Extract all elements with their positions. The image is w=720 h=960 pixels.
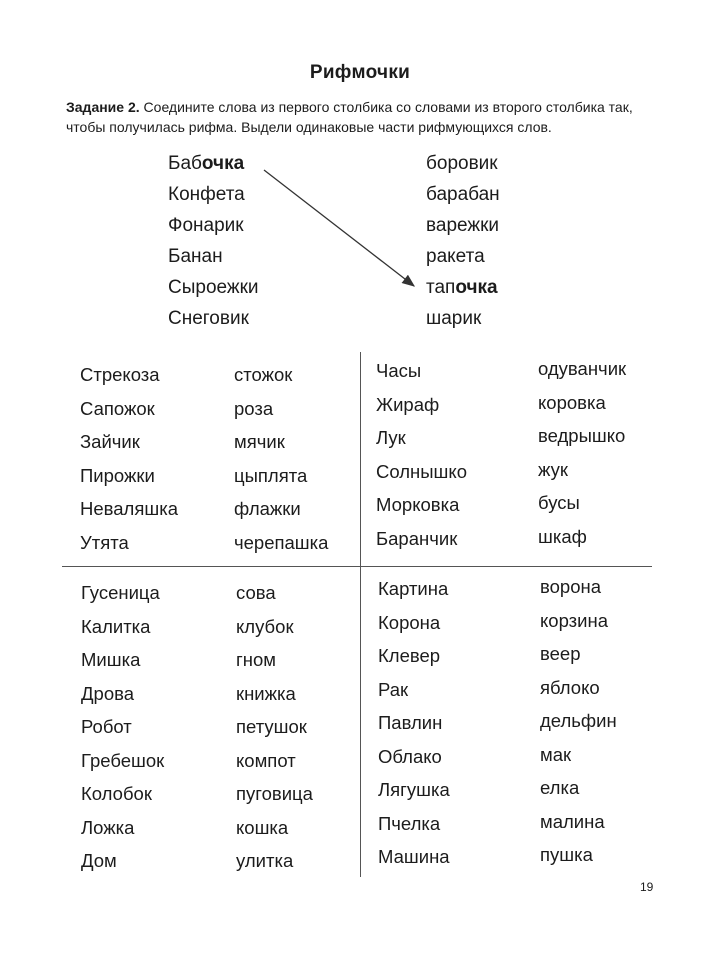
example-word: Конфета: [168, 184, 245, 205]
word-item: Мишка: [81, 649, 141, 670]
top-left-right-column: [234, 358, 328, 559]
word-item: Пчелка: [378, 812, 441, 834]
word-item: Стрекоза: [80, 364, 160, 385]
word-item: Лук: [376, 427, 406, 448]
word-item: Робот: [81, 716, 132, 737]
word-item: черепашка: [234, 531, 329, 553]
word-item: Лягушка: [378, 779, 450, 800]
example-word: Банан: [168, 246, 223, 267]
word-item: мячик: [234, 431, 285, 452]
word-item: компот: [236, 749, 296, 771]
vertical-divider: [360, 352, 361, 877]
example-word: ракета: [426, 246, 485, 267]
word-item: елка: [540, 777, 580, 798]
word-item: Морковка: [376, 494, 460, 515]
word-item: стожок: [234, 364, 293, 385]
word-item: яблоко: [540, 676, 600, 698]
word-item: Жираф: [376, 393, 440, 415]
word-item: роза: [234, 397, 274, 419]
word-item: Облако: [378, 745, 442, 767]
word-item: флажки: [234, 498, 301, 519]
example-word: барабан: [426, 184, 500, 205]
word-item: улитка: [236, 850, 294, 871]
word-item: книжка: [236, 682, 296, 704]
word-item: Дом: [81, 850, 117, 871]
word-item: коровка: [538, 391, 606, 413]
bottom-right-right-column: [540, 570, 617, 872]
bottom-left-left-column: [81, 576, 164, 878]
word-item: клубок: [236, 615, 294, 637]
word-item: пушка: [540, 844, 593, 865]
example-word: Бабочка: [168, 153, 245, 174]
word-item: Корона: [378, 611, 441, 633]
word-item: Баранчик: [376, 527, 458, 549]
top-right-right-column: [538, 352, 626, 553]
word-item: сова: [236, 582, 276, 603]
word-item: Солнышко: [376, 460, 467, 482]
page-title: Рифмочки: [309, 62, 411, 83]
word-item: мак: [540, 743, 572, 765]
word-item: дельфин: [540, 710, 617, 731]
word-item: Машина: [378, 846, 450, 867]
word-item: пуговица: [236, 783, 313, 804]
word-item: бусы: [538, 492, 580, 513]
word-item: жук: [538, 458, 568, 480]
word-item: Калитка: [81, 615, 151, 637]
word-item: Колобок: [81, 783, 152, 804]
bottom-left-right-column: [236, 576, 313, 878]
word-item: Павлин: [378, 712, 443, 733]
example-word: боровик: [426, 153, 498, 174]
word-item: кошка: [236, 816, 289, 838]
word-item: одуванчик: [538, 358, 627, 379]
task-text: Соедините слова из первого столбика со словами из второго столбика так, чтобы получилась рифма. Выдели одинаковые части рифмующихся слов.: [66, 99, 633, 135]
word-item: корзина: [540, 609, 608, 631]
word-item: малина: [540, 810, 605, 832]
example-word: Снеговик: [168, 308, 249, 329]
page-number: 19: [640, 880, 654, 894]
word-item: Гребешок: [81, 749, 165, 771]
example-word: Фонарик: [168, 215, 244, 236]
horizontal-divider: [62, 566, 652, 567]
word-item: Ложка: [81, 816, 135, 838]
word-item: ворона: [540, 576, 601, 597]
word-item: Клевер: [378, 645, 441, 666]
word-item: Пирожки: [80, 464, 155, 486]
top-left-left-column: [80, 358, 178, 559]
word-item: шкаф: [538, 525, 587, 547]
top-right-left-column: [376, 354, 467, 555]
word-item: веер: [540, 643, 581, 664]
word-item: Часы: [376, 360, 422, 381]
task-label: Задание 2.: [66, 99, 140, 115]
example-word: шарик: [426, 308, 482, 329]
word-item: Картина: [378, 578, 449, 599]
word-item: ведрышко: [538, 425, 626, 446]
word-item: Рак: [378, 678, 409, 700]
example-word: Сыроежки: [168, 277, 259, 298]
example-word: тапочка: [426, 277, 498, 298]
word-item: гном: [236, 649, 276, 670]
word-item: Зайчик: [80, 431, 140, 452]
word-item: Дрова: [81, 682, 135, 704]
bottom-right-left-column: [378, 572, 450, 874]
word-item: цыплята: [234, 464, 308, 486]
word-item: Утята: [80, 531, 129, 553]
word-item: Сапожок: [80, 397, 155, 419]
word-item: Гусеница: [81, 582, 160, 603]
word-item: петушок: [236, 716, 307, 737]
word-item: Неваляшка: [80, 498, 179, 519]
example-word: варежки: [426, 215, 500, 236]
